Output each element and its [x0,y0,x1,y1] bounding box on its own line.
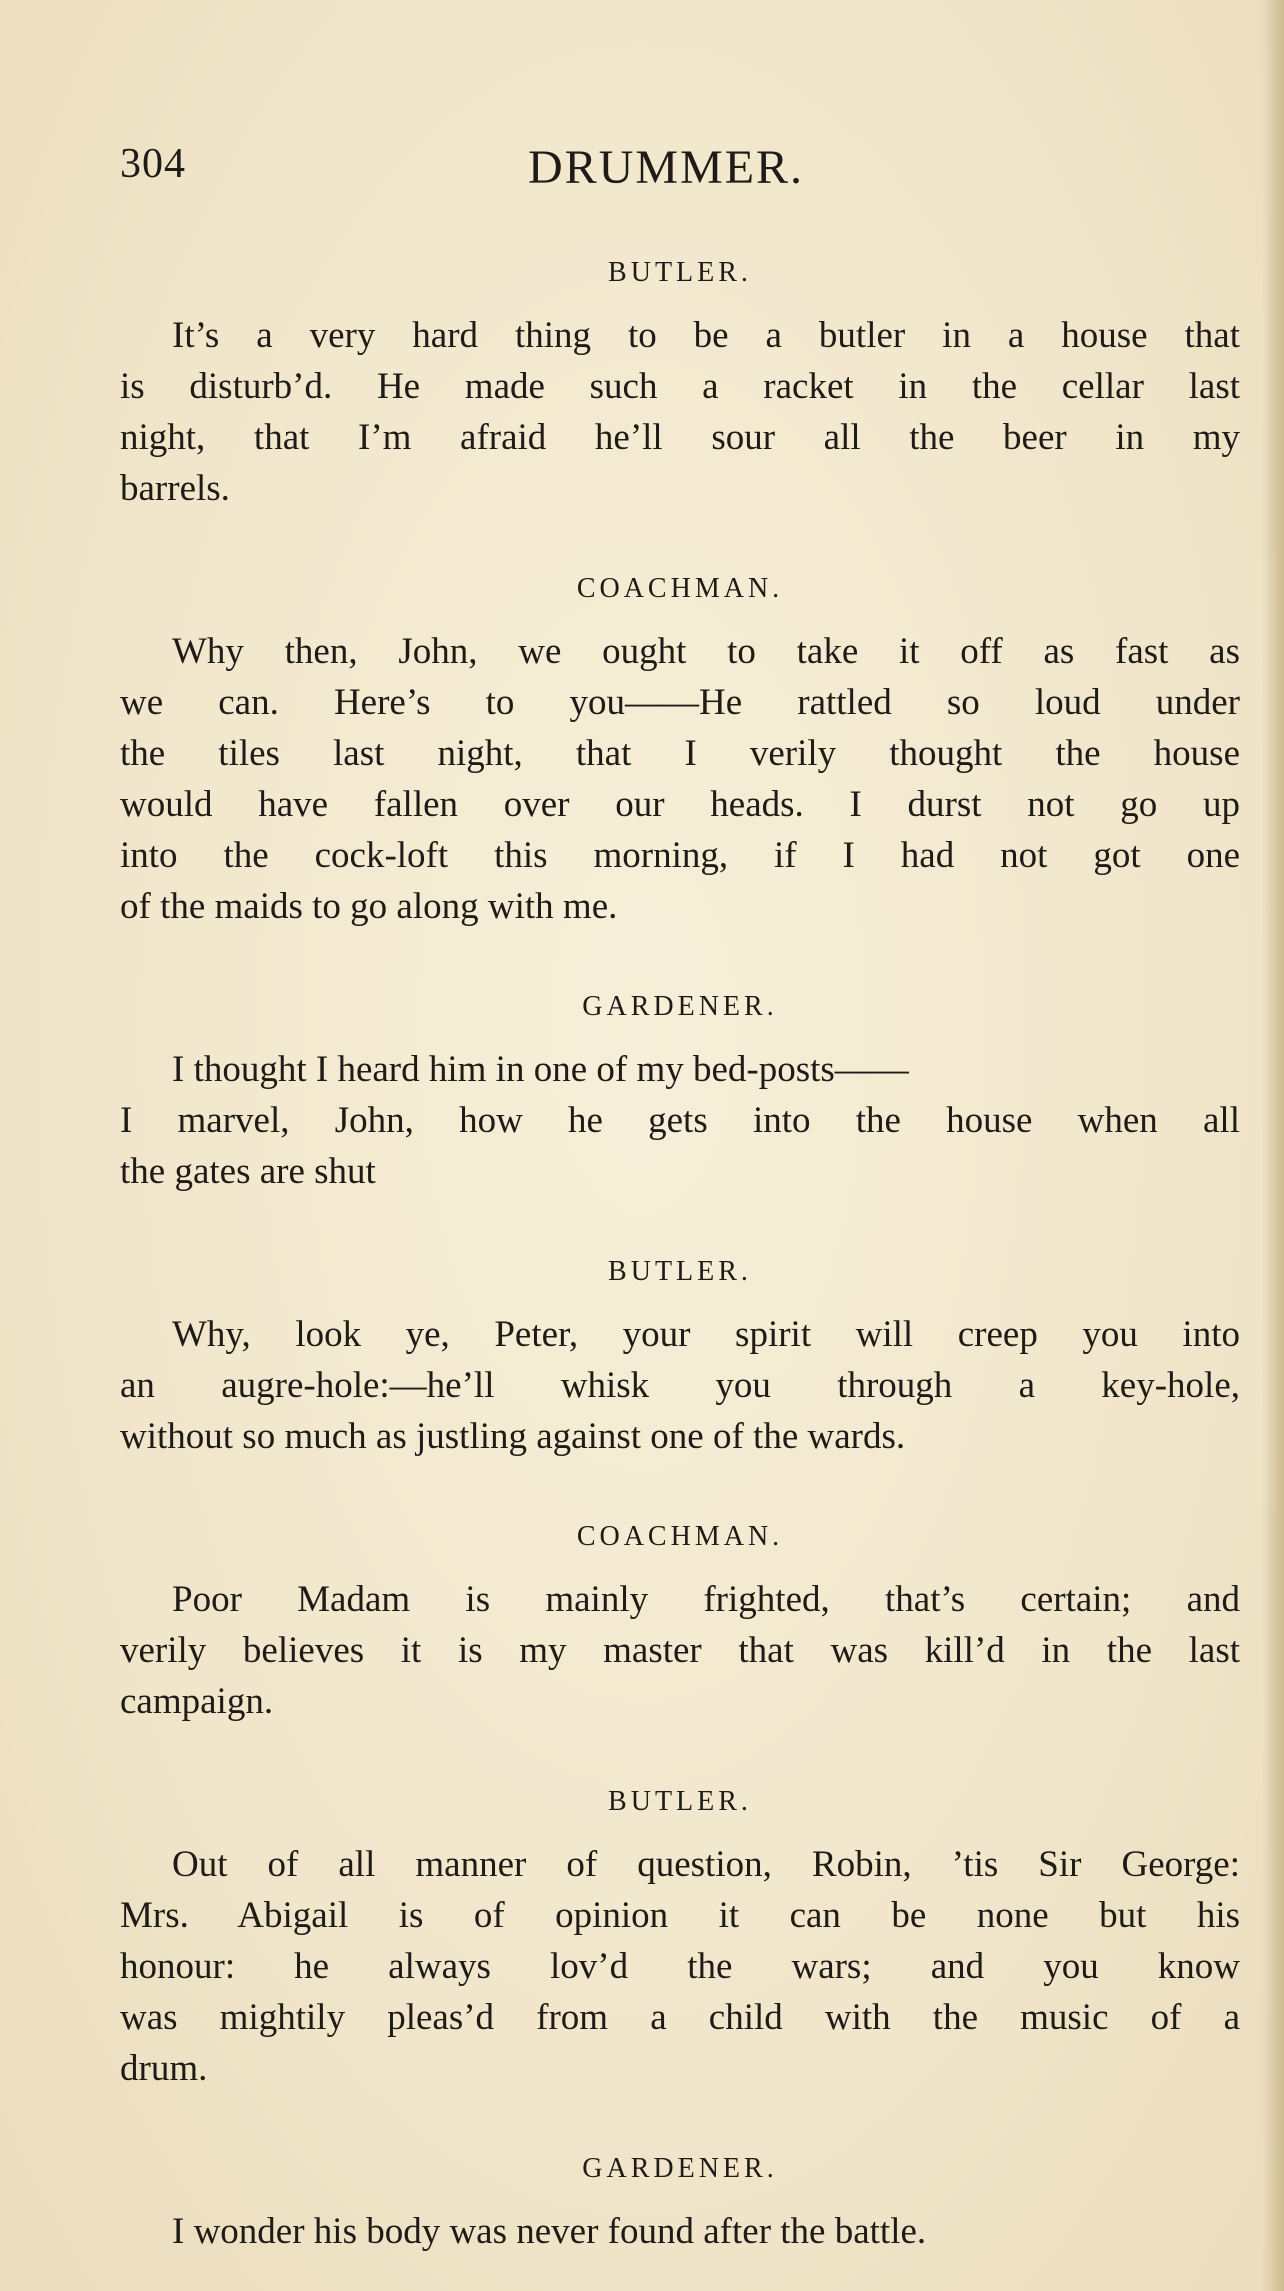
speaker-name: COACHMAN. [576,573,784,604]
text-line: was mightily pleas’d from a child with the music of a [120,1997,1240,2038]
text-line: barrels. [120,468,230,509]
speech-text [120,2206,1240,2257]
speaker-name: GARDENER. [582,2153,778,2184]
text-line: I thought I heard him in one of my bed-posts—— [172,1049,909,1090]
text-line: night, that I’m afraid he’ll sour all the beer in my [120,417,1240,458]
text-line: honour: he always lov’d the wars; and you know [120,1946,1240,1987]
text-line: Mrs. Abigail is of opinion it can be none but his [120,1895,1240,1936]
running-title: DRUMMER. [528,141,805,194]
speech-coachman [120,564,1240,932]
text-line: we can. Here’s to you——He rattled so loud under [120,682,1240,723]
speech-gardener [120,982,1240,1197]
speech-butler [120,1777,1240,2094]
text-line: drum. [120,2048,208,2089]
text-line: is disturb’d. He made such a racket in the cellar last [120,366,1240,407]
text-line: the gates are shut [120,1151,376,1192]
speaker-name: BUTLER. [608,1256,752,1287]
text-line: an augre-hole:—he’ll whisk you through a key-hole, [120,1365,1240,1406]
speech-text [120,1309,1240,1462]
speaker-name: BUTLER. [608,1786,752,1817]
text-line: It’s a very hard thing to be a butler in a house that [172,315,1240,356]
text-line: verily believes it is my master that was kill’d in the last [120,1630,1240,1671]
page-number: 304 [120,141,186,187]
text-line: without so much as justling against one of the wards. [120,1416,906,1457]
text-line: Poor Madam is mainly frighted, that’s certain; and [172,1579,1240,1620]
speaker-name: GARDENER. [582,991,778,1022]
speech-text [120,1044,1240,1197]
text-line: Out of all manner of question, Robin, ’tis Sir George: [172,1844,1240,1885]
text-line: I wonder his body was never found after the battle. [172,2211,927,2252]
text-line: the tiles last night, that I verily thought the house [120,733,1240,774]
text-line: would have fallen over our heads. I durst not go up [120,784,1240,825]
speech-coachman [120,1512,1240,1727]
text-line: Why then, John, we ought to take it off as fast as [172,631,1240,672]
text-line: campaign. [120,1681,274,1722]
play-text [120,248,1240,2257]
speech-text [120,626,1240,932]
speech-text [120,1574,1240,1727]
speech-butler [120,1247,1240,1462]
speaker-name: BUTLER. [608,257,752,288]
text-line: of the maids to go along with me. [120,886,618,927]
page-edge-shadow [1262,0,1284,2291]
text-line: into the cock-loft this morning, if I had not got one [120,835,1240,876]
text-line: I marvel, John, how he gets into the house when all [120,1100,1240,1141]
page-header [120,140,1220,200]
speaker-name: COACHMAN. [576,1521,784,1552]
speech-gardener [120,2144,1240,2257]
text-line: Why, look ye, Peter, your spirit will creep you into [172,1314,1240,1355]
speech-text [120,1839,1240,2094]
speech-butler [120,248,1240,514]
speech-text [120,310,1240,514]
